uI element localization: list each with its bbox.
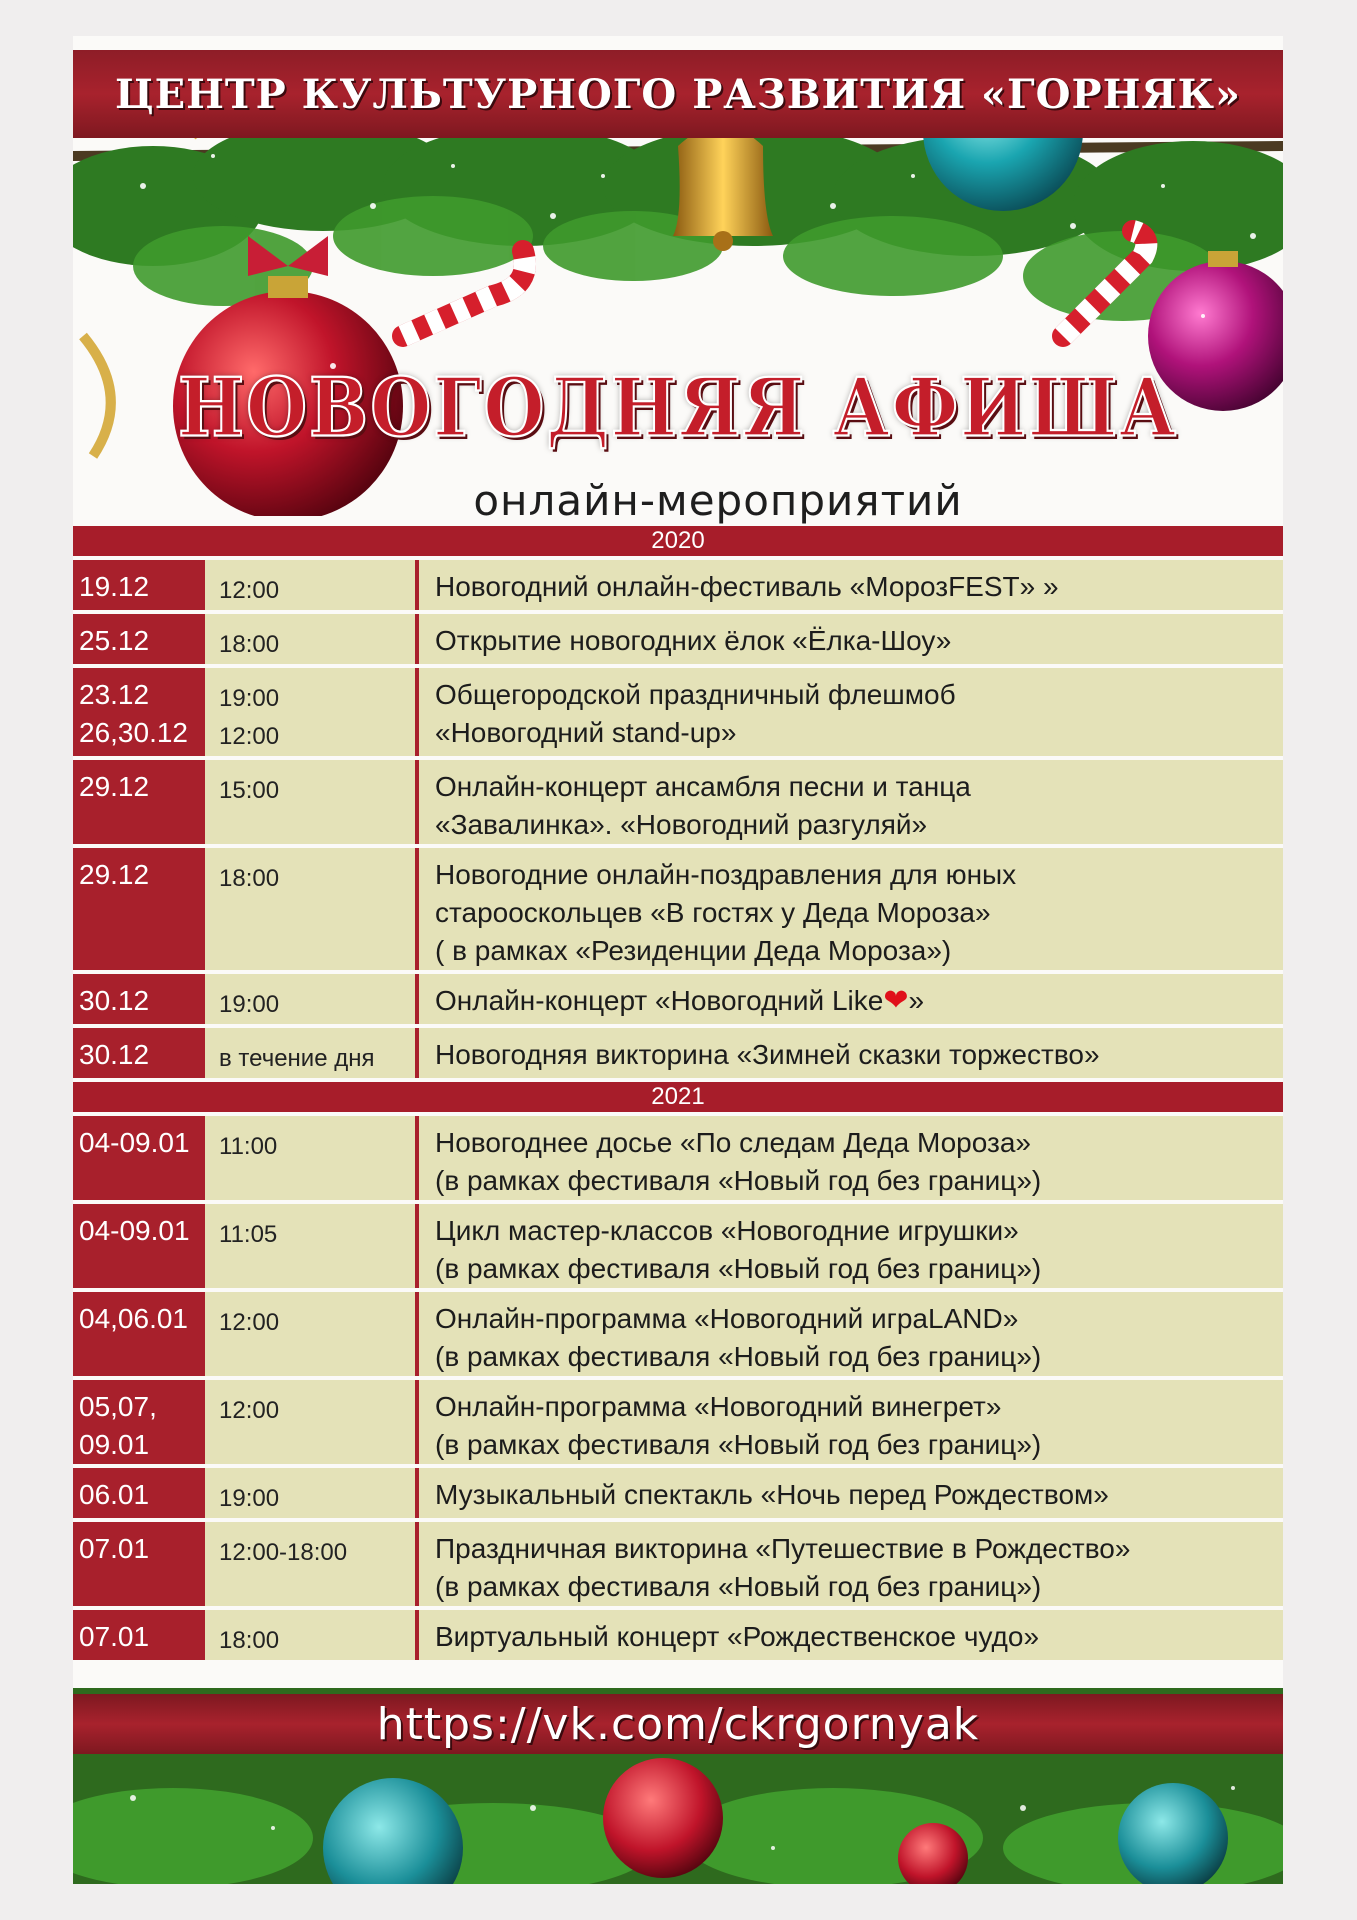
event-description-line bbox=[435, 1036, 1283, 1074]
event-description-line bbox=[435, 768, 1283, 806]
event-description-text: Новогодние онлайн-поздравления для юных bbox=[435, 859, 1017, 890]
event-date-line: 29.12 bbox=[79, 859, 150, 890]
event-description-line bbox=[435, 1162, 1283, 1200]
poster bbox=[73, 36, 1283, 1884]
event-time bbox=[205, 1204, 419, 1288]
event-description-text: Онлайн-программа «Новогодний играLAND» bbox=[435, 1303, 1019, 1334]
event-description-text: Новогодняя викторина «Зимней сказки торжество» bbox=[435, 1039, 1100, 1070]
event-date bbox=[73, 848, 205, 970]
event-time-line: 12:00 bbox=[219, 1309, 280, 1336]
event-description-text: Общегородской праздничный флешмоб bbox=[435, 679, 956, 710]
event-time-line: 19:00 bbox=[219, 991, 280, 1018]
vk-link[interactable]: https://vk.com/ckrgornyak bbox=[376, 1698, 980, 1750]
event-description bbox=[419, 1292, 1283, 1376]
event-description bbox=[419, 974, 1283, 1024]
event-date bbox=[73, 614, 205, 664]
event-description bbox=[419, 1522, 1283, 1606]
event-description-line bbox=[435, 714, 1283, 752]
event-date bbox=[73, 1204, 205, 1288]
event-description-text: «Новогодний stand-up» bbox=[435, 717, 737, 748]
event-description-text: старооскольцев «В гостях у Деда Мороза» bbox=[435, 897, 991, 928]
event-date-line: 23.12 bbox=[79, 679, 150, 710]
event-description-text: Праздничная викторина «Путешествие в Рождество» bbox=[435, 1533, 1131, 1564]
event-time-line: 18:00 bbox=[219, 865, 280, 892]
event-description-line bbox=[435, 1426, 1283, 1464]
event-description-line bbox=[435, 568, 1283, 606]
event-description-line bbox=[435, 1250, 1283, 1288]
event-date-line: 05,07, bbox=[79, 1391, 157, 1422]
event-time-line: 11:05 bbox=[219, 1221, 278, 1248]
event-description bbox=[419, 760, 1283, 844]
event-time bbox=[205, 614, 419, 664]
event-description-text: Новогоднее досье «По следам Деда Мороза» bbox=[435, 1127, 1031, 1158]
event-description-text: «Завалинка». «Новогодний разгуляй» bbox=[435, 809, 928, 840]
event-description bbox=[419, 1380, 1283, 1464]
event-schedule bbox=[73, 526, 1283, 1664]
event-description-line bbox=[435, 1300, 1283, 1338]
org-banner bbox=[73, 50, 1283, 138]
event-date-line: 25.12 bbox=[79, 625, 150, 656]
event-description-text: Цикл мастер-классов «Новогодние игрушки» bbox=[435, 1215, 1019, 1246]
event-time bbox=[205, 1522, 419, 1606]
event-description-text: Онлайн-программа «Новогодний винегрет» bbox=[435, 1391, 1002, 1422]
event-description-text: (в рамках фестиваля «Новый год без границ») bbox=[435, 1571, 1042, 1602]
org-title: ЦЕНТР КУЛЬТУРНОГО РАЗВИТИЯ «ГОРНЯК» bbox=[114, 70, 1242, 118]
event-date bbox=[73, 1380, 205, 1464]
event-description bbox=[419, 1116, 1283, 1200]
event-date bbox=[73, 1610, 205, 1660]
event-time bbox=[205, 1028, 419, 1078]
event-time bbox=[205, 1610, 419, 1660]
event-time-line: 12:00 bbox=[219, 1397, 280, 1424]
event-date bbox=[73, 1468, 205, 1518]
event-description-line bbox=[435, 1338, 1283, 1376]
event-row bbox=[73, 1292, 1283, 1376]
url-banner bbox=[73, 1694, 1283, 1754]
event-date bbox=[73, 1028, 205, 1078]
event-time-line: 18:00 bbox=[219, 1627, 280, 1654]
event-description-text: Онлайн-концерт «Новогодний Like bbox=[435, 985, 884, 1016]
event-description-line bbox=[435, 1530, 1283, 1568]
event-row bbox=[73, 848, 1283, 970]
schedule-2021 bbox=[73, 1116, 1283, 1660]
event-row bbox=[73, 760, 1283, 844]
event-date-line: 29.12 bbox=[79, 771, 150, 802]
event-row bbox=[73, 614, 1283, 664]
event-date bbox=[73, 1292, 205, 1376]
event-row bbox=[73, 1522, 1283, 1606]
event-time bbox=[205, 1116, 419, 1200]
event-time-line: 12:00 bbox=[219, 577, 280, 604]
event-description-text: Открытие новогодних ёлок «Ёлка-Шоу» bbox=[435, 625, 952, 656]
poster-subtitle: онлайн-мероприятий bbox=[473, 476, 963, 525]
year-header-2020: 2020 bbox=[73, 526, 1283, 556]
event-time-line: 15:00 bbox=[219, 777, 280, 804]
event-date bbox=[73, 974, 205, 1024]
event-description-line bbox=[435, 1124, 1283, 1162]
event-description bbox=[419, 848, 1283, 970]
event-time-line: 12:00 bbox=[219, 723, 280, 750]
event-description-line bbox=[435, 894, 1283, 932]
event-date-line: 26,30.12 bbox=[79, 717, 188, 748]
event-row bbox=[73, 1468, 1283, 1518]
event-time-line: 12:00-18:00 bbox=[219, 1539, 348, 1566]
event-time-line: 19:00 bbox=[219, 685, 280, 712]
event-description bbox=[419, 1028, 1283, 1078]
event-description-line bbox=[435, 806, 1283, 844]
event-description-line bbox=[435, 1212, 1283, 1250]
event-date-line: 07.01 bbox=[79, 1533, 150, 1564]
event-time-line: 18:00 bbox=[219, 631, 280, 658]
event-row bbox=[73, 1204, 1283, 1288]
event-date-line: 06.01 bbox=[79, 1479, 150, 1510]
event-description-line bbox=[435, 856, 1283, 894]
event-description bbox=[419, 1610, 1283, 1660]
event-time bbox=[205, 848, 419, 970]
event-description-text: Музыкальный спектакль «Ночь перед Рождеством» bbox=[435, 1479, 1109, 1510]
event-date bbox=[73, 560, 205, 610]
event-description-line bbox=[435, 982, 1283, 1020]
event-row bbox=[73, 1610, 1283, 1660]
event-description-text: Онлайн-концерт ансамбля песни и танца bbox=[435, 771, 971, 802]
event-date-line: 04-09.01 bbox=[79, 1215, 190, 1246]
event-description-line bbox=[435, 1388, 1283, 1426]
event-time-line: 11:00 bbox=[219, 1133, 278, 1160]
event-row bbox=[73, 974, 1283, 1024]
event-date-line: 30.12 bbox=[79, 985, 150, 1016]
event-description-suffix: » bbox=[908, 985, 925, 1016]
event-date bbox=[73, 668, 205, 756]
event-time bbox=[205, 760, 419, 844]
event-date-line: 07.01 bbox=[79, 1621, 150, 1652]
event-time bbox=[205, 1380, 419, 1464]
event-description bbox=[419, 1204, 1283, 1288]
event-row bbox=[73, 1028, 1283, 1078]
event-description-text: (в рамках фестиваля «Новый год без границ») bbox=[435, 1165, 1042, 1196]
event-date-line: 19.12 bbox=[79, 571, 150, 602]
event-row bbox=[73, 1116, 1283, 1200]
event-time bbox=[205, 1292, 419, 1376]
event-description-text: (в рамках фестиваля «Новый год без границ») bbox=[435, 1253, 1042, 1284]
event-time-line: 19:00 bbox=[219, 1485, 280, 1512]
event-time bbox=[205, 668, 419, 756]
event-description-text: (в рамках фестиваля «Новый год без границ») bbox=[435, 1341, 1042, 1372]
event-date bbox=[73, 760, 205, 844]
event-description-text: ( в рамках «Резиденции Деда Мороза») bbox=[435, 935, 952, 966]
event-date-line: 04-09.01 bbox=[79, 1127, 190, 1158]
event-time-line: в течение дня bbox=[219, 1045, 375, 1072]
event-description bbox=[419, 1468, 1283, 1518]
event-description-line bbox=[435, 1476, 1283, 1514]
event-description-line bbox=[435, 622, 1283, 660]
event-description bbox=[419, 560, 1283, 610]
event-description-text: (в рамках фестиваля «Новый год без границ») bbox=[435, 1429, 1042, 1460]
schedule-2020 bbox=[73, 560, 1283, 1078]
event-time bbox=[205, 1468, 419, 1518]
poster-title: НОВОГОДНЯЯ АФИША bbox=[177, 359, 1179, 456]
event-row bbox=[73, 1380, 1283, 1464]
event-description-line bbox=[435, 1618, 1283, 1656]
year-header-2021: 2021 bbox=[73, 1082, 1283, 1112]
event-row bbox=[73, 560, 1283, 610]
event-description-line bbox=[435, 932, 1283, 970]
event-description-line bbox=[435, 676, 1283, 714]
heart-icon: ❤ bbox=[883, 984, 909, 1017]
event-time bbox=[205, 974, 419, 1024]
event-date-line: 04,06.01 bbox=[79, 1303, 188, 1334]
event-description bbox=[419, 614, 1283, 664]
event-description bbox=[419, 668, 1283, 756]
event-description-text: Виртуальный концерт «Рождественское чудо» bbox=[435, 1621, 1040, 1652]
event-date bbox=[73, 1116, 205, 1200]
event-date bbox=[73, 1522, 205, 1606]
event-time bbox=[205, 560, 419, 610]
event-date-line: 09.01 bbox=[79, 1429, 150, 1460]
event-description-line bbox=[435, 1568, 1283, 1606]
event-row bbox=[73, 668, 1283, 756]
event-date-line: 30.12 bbox=[79, 1039, 150, 1070]
event-description-text: Новогодний онлайн-фестиваль «МорозFEST» » bbox=[435, 571, 1059, 602]
